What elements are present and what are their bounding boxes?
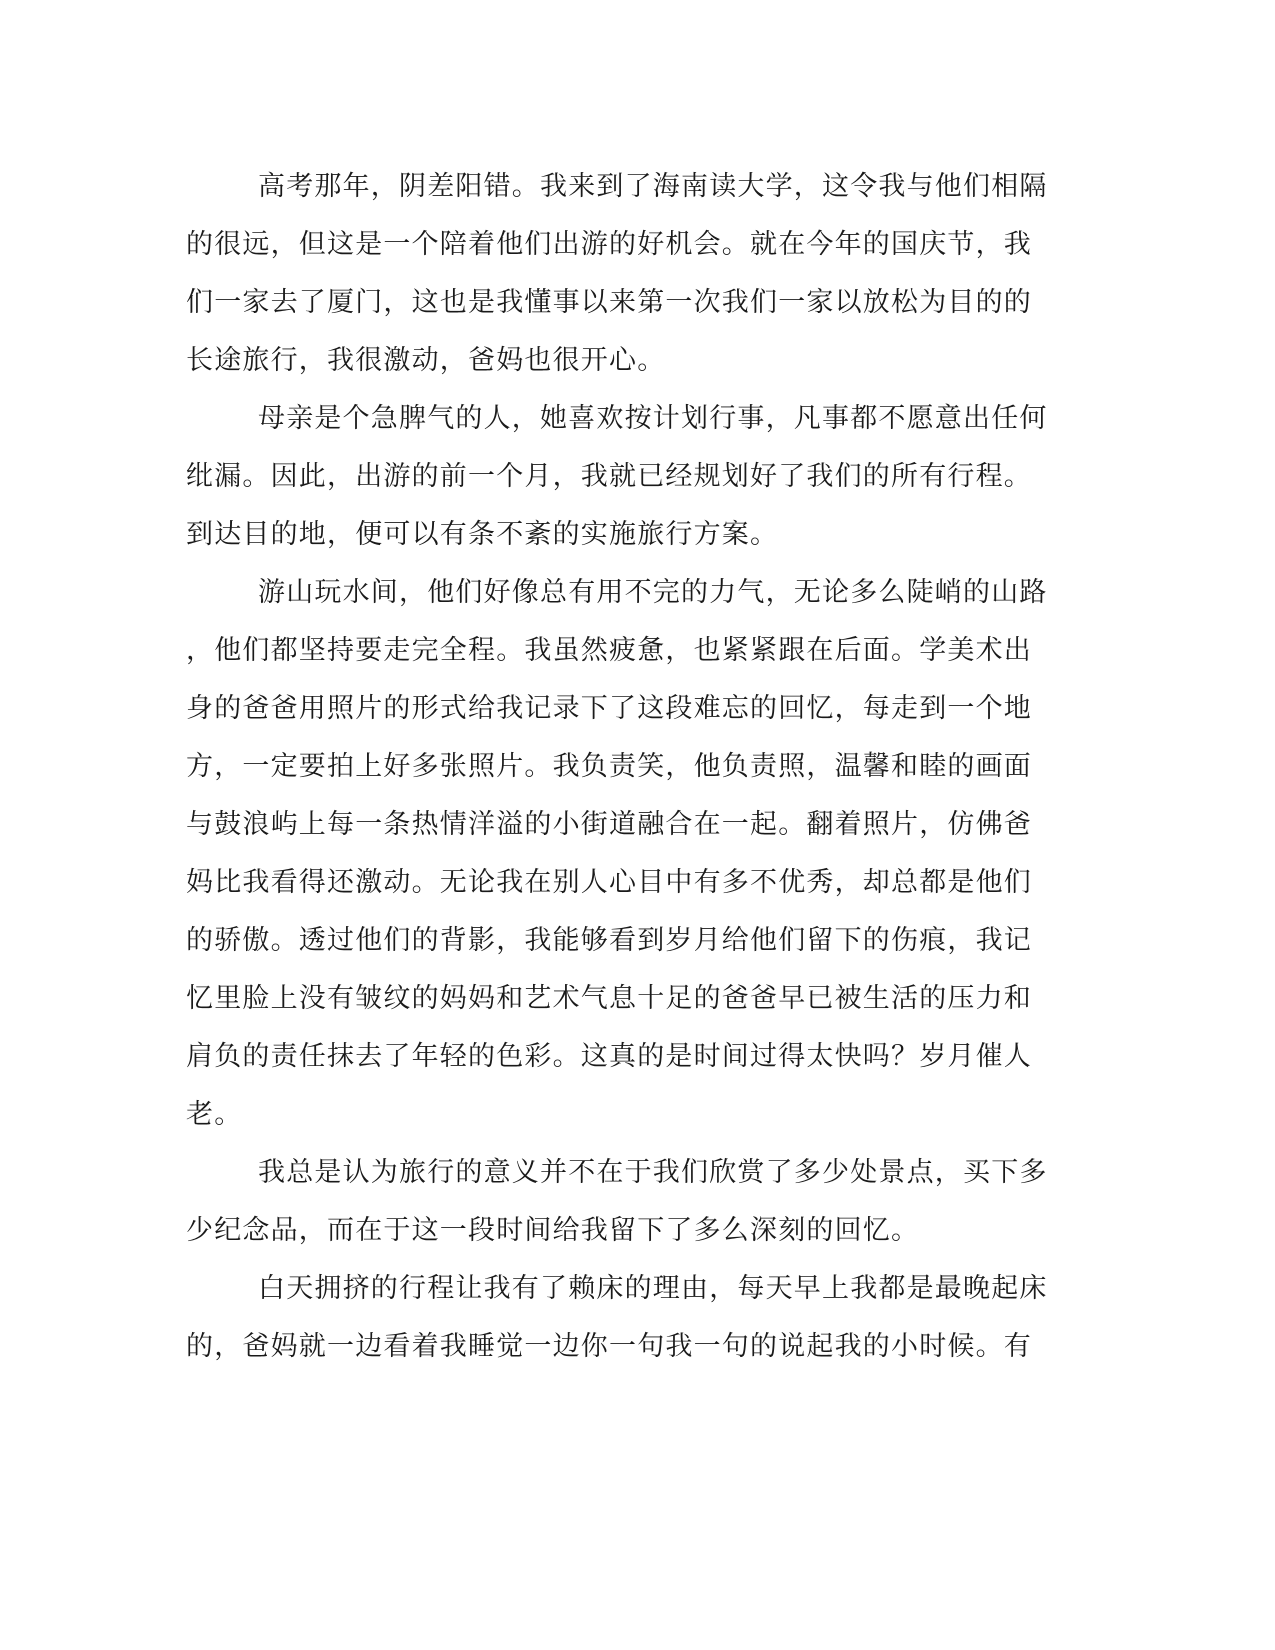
text-line: 到达目的地，便可以有条不紊的实施旅行方案。 <box>186 519 779 550</box>
body-text <box>186 158 1066 1376</box>
paragraph <box>186 564 1066 1144</box>
text-line: 游山玩水间，他们好像总有用不完的力气，无论多么陡峭的山路 <box>258 577 1048 608</box>
text-line: 方，一定要拍上好多张照片。我负责笑，他负责照，温馨和睦的画面 <box>186 751 1032 782</box>
text-line: 身的爸爸用照片的形式给我记录下了这段难忘的回忆，每走到一个地 <box>186 693 1032 724</box>
paragraph <box>186 1144 1066 1260</box>
text-line: 妈比我看得还激动。无论我在别人心目中有多不优秀，却总都是他们 <box>186 867 1032 898</box>
text-line: 老。 <box>186 1099 243 1130</box>
text-line: 与鼓浪屿上每一条热情洋溢的小街道融合在一起。翻着照片，仿佛爸 <box>186 809 1032 840</box>
text-line: 纰漏。因此，出游的前一个月，我就已经规划好了我们的所有行程。 <box>186 461 1032 492</box>
text-line: 高考那年，阴差阳错。我来到了海南读大学，这令我与他们相隔 <box>258 171 1048 202</box>
text-line: 少纪念品，而在于这一段时间给我留下了多么深刻的回忆。 <box>186 1215 920 1246</box>
text-line: 的很远，但这是一个陪着他们出游的好机会。就在今年的国庆节，我 <box>186 229 1032 260</box>
text-line: 的骄傲。透过他们的背影，我能够看到岁月给他们留下的伤痕，我记 <box>186 925 1032 956</box>
text-line: 我总是认为旅行的意义并不在于我们欣赏了多少处景点，买下多 <box>258 1157 1048 1188</box>
text-line: ，他们都坚持要走完全程。我虽然疲惫，也紧紧跟在后面。学美术出 <box>186 635 1032 666</box>
paragraph <box>186 1260 1066 1376</box>
text-line: 白天拥挤的行程让我有了赖床的理由，每天早上我都是最晚起床 <box>258 1273 1048 1304</box>
text-line: 长途旅行，我很激动，爸妈也很开心。 <box>186 345 666 376</box>
text-line: 们一家去了厦门，这也是我懂事以来第一次我们一家以放松为目的的 <box>186 287 1032 318</box>
text-line: 母亲是个急脾气的人，她喜欢按计划行事，凡事都不愿意出任何 <box>258 403 1048 434</box>
text-line: 的，爸妈就一边看着我睡觉一边你一句我一句的说起我的小时候。有 <box>186 1331 1032 1362</box>
text-line: 肩负的责任抹去了年轻的色彩。这真的是时间过得太快吗？岁月催人 <box>186 1041 1032 1072</box>
paragraph <box>186 158 1066 390</box>
paragraph <box>186 390 1066 564</box>
text-line: 忆里脸上没有皱纹的妈妈和艺术气息十足的爸爸早已被生活的压力和 <box>186 983 1032 1014</box>
